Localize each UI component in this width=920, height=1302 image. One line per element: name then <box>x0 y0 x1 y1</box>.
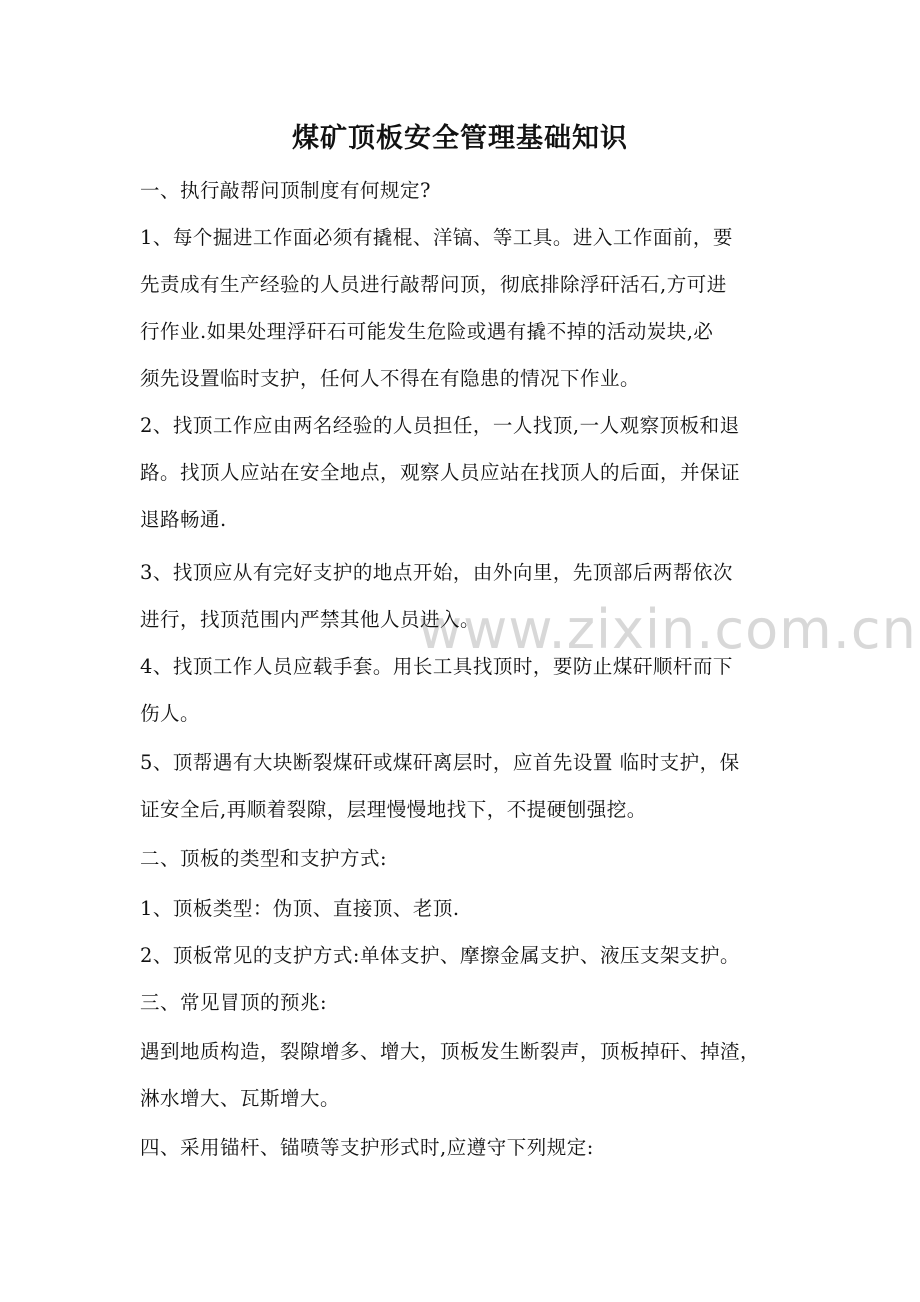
paragraph-line: 进行，找顶范围内严禁其他人员进入。 <box>140 608 481 631</box>
paragraph-line: 退路畅通. <box>140 508 227 531</box>
paragraph-line: 2、找顶工作应由两名经验的人员担任，一人找顶,一人观察顶板和退 <box>140 414 740 437</box>
section-heading: 四、采用锚杆、锚喷等支护形式时,应遵守下列规定: <box>140 1136 594 1159</box>
section-heading: 一、执行敲帮问顶制度有何规定? <box>140 179 431 202</box>
paragraph-line: 路。找顶人应站在安全地点，观察人员应站在找顶人的后面，并保证 <box>140 461 741 484</box>
paragraph-line: 2、顶板常见的支护方式:单体支护、摩擦金属支护、液压支架支护。 <box>140 944 740 967</box>
section-heading: 三、常见冒顶的预兆: <box>140 991 328 1014</box>
section-heading: 二、顶板的类型和支护方式: <box>140 847 388 870</box>
paragraph-line: 伤人。 <box>140 702 201 725</box>
watermark: www.zixin.com.cn <box>418 598 917 661</box>
document-title: 煤矿顶板安全管理基础知识 <box>292 123 628 154</box>
paragraph-line: 证安全后,再顺着裂隙，层理慢慢地找下，不提硬刨强挖。 <box>140 798 647 821</box>
paragraph-line: 先责成有生产经验的人员进行敲帮问顶，彻底排除浮矸活石,方可进 <box>140 273 727 296</box>
paragraph-line: 1、每个掘进工作面必须有撬棍、洋镐、等工具。进入工作面前，要 <box>140 226 733 249</box>
paragraph-line: 1、顶板类型：伪顶、直接顶、老顶. <box>140 897 460 920</box>
paragraph-line: 遇到地质构造，裂隙增多、增大，顶板发生断裂声，顶板掉矸、掉渣， <box>140 1040 761 1063</box>
paragraph-line: 须先设置临时支护，任何人不得在有隐患的情况下作业。 <box>140 367 641 390</box>
paragraph-line: 3、找顶应从有完好支护的地点开始，由外向里，先顶部后两帮依次 <box>140 561 733 584</box>
paragraph-line: 行作业.如果处理浮矸石可能发生危险或遇有撬不掉的活动炭块,必 <box>140 320 714 343</box>
paragraph-line: 4、找顶工作人员应载手套。用长工具找顶时，要防止煤矸顺杆而下 <box>140 655 733 678</box>
paragraph-line: 淋水增大、瓦斯增大。 <box>140 1087 341 1110</box>
paragraph-line: 5、顶帮遇有大块断裂煤矸或煤矸离层时，应首先设置 临时支护，保 <box>140 751 740 774</box>
